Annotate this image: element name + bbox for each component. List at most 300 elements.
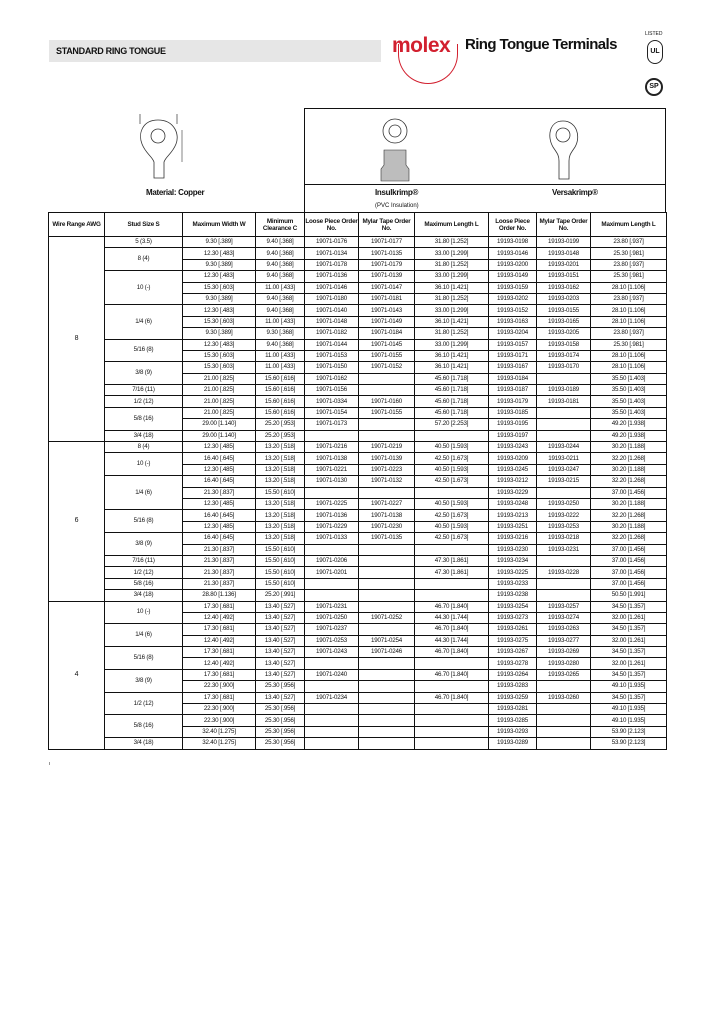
versakrimp-terminal-diagram — [543, 117, 583, 182]
max-width-cell: 32.40 [1.275] — [183, 726, 256, 737]
insulkrimp-mylar-tape-cell — [359, 419, 415, 430]
insulkrimp-max-length-cell: 46.70 [1.840] — [415, 647, 489, 658]
insulkrimp-mylar-tape-cell — [359, 669, 415, 680]
insulkrimp-loose-piece-cell: 19071-0229 — [305, 521, 359, 532]
insulkrimp-loose-piece-cell: 19071-0138 — [305, 453, 359, 464]
table-header-row — [49, 213, 667, 237]
table-row — [49, 567, 667, 578]
insulkrimp-mylar-tape-cell: 19071-0135 — [359, 533, 415, 544]
min-clearance-cell: 13.20 [.518] — [256, 498, 305, 509]
min-clearance-cell: 15.60 [.616] — [256, 385, 305, 396]
max-width-cell: 12.40 [.492] — [183, 658, 256, 669]
versakrimp-max-length-cell: 35.50 [1.403] — [591, 373, 667, 384]
versakrimp-max-length-cell: 53.90 [2.123] — [591, 726, 667, 737]
min-clearance-cell: 25.30 [.956] — [256, 715, 305, 726]
insulkrimp-loose-piece-cell: 19071-0144 — [305, 339, 359, 350]
versakrimp-loose-piece-cell: 19193-0238 — [489, 590, 537, 601]
insulkrimp-loose-piece-cell: 19071-0146 — [305, 282, 359, 293]
min-clearance-cell: 13.40 [.527] — [256, 601, 305, 612]
versakrimp-loose-piece-cell: 19193-0200 — [489, 259, 537, 270]
min-clearance-cell: 13.40 [.527] — [256, 647, 305, 658]
insulkrimp-terminal-diagram — [375, 117, 415, 182]
versakrimp-max-length-cell: 35.50 [1.403] — [591, 385, 667, 396]
wire-range-awg-cell: 4 — [49, 601, 105, 749]
max-width-cell: 21.00 [.825] — [183, 407, 256, 418]
versakrimp-max-length-cell: 23.80 [.937] — [591, 237, 667, 248]
column-header: Mylar Tape Order No. — [359, 213, 415, 237]
versakrimp-max-length-cell: 34.50 [1.357] — [591, 669, 667, 680]
min-clearance-cell: 25.30 [.956] — [256, 681, 305, 692]
insulkrimp-mylar-tape-cell: 19071-0254 — [359, 635, 415, 646]
versakrimp-max-length-cell: 32.20 [1.268] — [591, 510, 667, 521]
insulkrimp-loose-piece-cell: 19071-0133 — [305, 533, 359, 544]
insulkrimp-mylar-tape-cell — [359, 373, 415, 384]
insulkrimp-loose-piece-cell: 19071-0216 — [305, 442, 359, 453]
stud-size-cell: 7/16 (11) — [105, 385, 183, 396]
insulkrimp-max-length-cell — [415, 726, 489, 737]
max-width-cell: 29.00 [1.140] — [183, 430, 256, 441]
insulkrimp-loose-piece-cell: 19071-0234 — [305, 692, 359, 703]
insulkrimp-mylar-tape-cell — [359, 544, 415, 555]
insulkrimp-max-length-cell: 42.50 [1.673] — [415, 453, 489, 464]
max-width-cell: 28.80 [1.136] — [183, 590, 256, 601]
table-row — [49, 453, 667, 464]
insulkrimp-mylar-tape-cell — [359, 567, 415, 578]
versakrimp-mylar-tape-cell — [537, 407, 591, 418]
column-header: Wire Range AWG — [49, 213, 105, 237]
versakrimp-max-length-cell: 28.10 [1.106] — [591, 305, 667, 316]
versakrimp-max-length-cell: 49.20 [1.938] — [591, 430, 667, 441]
insulkrimp-loose-piece-cell: 19071-0180 — [305, 293, 359, 304]
versakrimp-mylar-tape-cell — [537, 590, 591, 601]
versakrimp-loose-piece-cell: 19193-0273 — [489, 612, 537, 623]
insulkrimp-max-length-cell: 42.50 [1.673] — [415, 510, 489, 521]
versakrimp-max-length-cell: 28.10 [1.106] — [591, 350, 667, 361]
versakrimp-max-length-cell: 49.10 [1.935] — [591, 715, 667, 726]
versakrimp-mylar-tape-cell: 19193-0148 — [537, 248, 591, 259]
versakrimp-max-length-cell: 37.00 [1.456] — [591, 487, 667, 498]
versakrimp-mylar-tape-cell — [537, 487, 591, 498]
table-row — [49, 715, 667, 726]
max-width-cell: 22.30 [.900] — [183, 704, 256, 715]
versakrimp-loose-piece-cell: 19193-0254 — [489, 601, 537, 612]
max-width-cell: 17.30 [.681] — [183, 669, 256, 680]
insulkrimp-max-length-cell: 42.50 [1.673] — [415, 476, 489, 487]
versakrimp-mylar-tape-cell: 19193-0222 — [537, 510, 591, 521]
versakrimp-loose-piece-cell: 19193-0152 — [489, 305, 537, 316]
versakrimp-max-length-cell: 25.30 [.981] — [591, 271, 667, 282]
min-clearance-cell: 9.40 [.368] — [256, 271, 305, 282]
versakrimp-max-length-cell: 23.80 [.937] — [591, 328, 667, 339]
insulkrimp-max-length-cell: 45.60 [1.718] — [415, 396, 489, 407]
max-width-cell: 21.30 [.837] — [183, 567, 256, 578]
stud-size-cell: 3/8 (9) — [105, 669, 183, 692]
insulkrimp-loose-piece-cell: 19071-0240 — [305, 669, 359, 680]
insulkrimp-mylar-tape-cell: 19071-0147 — [359, 282, 415, 293]
versakrimp-mylar-tape-cell: 19193-0170 — [537, 362, 591, 373]
insulkrimp-loose-piece-cell — [305, 658, 359, 669]
versakrimp-mylar-tape-cell: 19193-0274 — [537, 612, 591, 623]
insulkrimp-max-length-cell: 31.80 [1.252] — [415, 259, 489, 270]
versakrimp-loose-piece-cell: 19193-0248 — [489, 498, 537, 509]
versakrimp-mylar-tape-cell: 19193-0211 — [537, 453, 591, 464]
versakrimp-max-length-cell: 23.80 [.937] — [591, 293, 667, 304]
versakrimp-mylar-tape-cell: 19193-0205 — [537, 328, 591, 339]
insulkrimp-loose-piece-cell: 19071-0148 — [305, 316, 359, 327]
product-type-panel — [304, 108, 666, 213]
stud-size-cell: 1/2 (12) — [105, 396, 183, 407]
max-width-cell: 12.30 [.483] — [183, 305, 256, 316]
insulkrimp-max-length-cell: 44.30 [1.744] — [415, 612, 489, 623]
insulkrimp-loose-piece-cell — [305, 544, 359, 555]
insulkrimp-mylar-tape-cell — [359, 430, 415, 441]
versakrimp-mylar-tape-cell — [537, 715, 591, 726]
max-width-cell: 16.40 [.645] — [183, 533, 256, 544]
insulkrimp-max-length-cell: 45.60 [1.718] — [415, 373, 489, 384]
insulkrimp-label: Insulkrimp® — [375, 188, 419, 197]
insulkrimp-mylar-tape-cell: 19071-0155 — [359, 407, 415, 418]
versakrimp-loose-piece-cell: 19193-0198 — [489, 237, 537, 248]
versakrimp-mylar-tape-cell: 19193-0244 — [537, 442, 591, 453]
max-width-cell: 21.00 [.825] — [183, 385, 256, 396]
insulkrimp-max-length-cell — [415, 715, 489, 726]
versakrimp-mylar-tape-cell — [537, 419, 591, 430]
versakrimp-mylar-tape-cell: 19193-0158 — [537, 339, 591, 350]
insulkrimp-mylar-tape-cell — [359, 487, 415, 498]
table-row — [49, 647, 667, 658]
min-clearance-cell: 9.40 [.368] — [256, 293, 305, 304]
versakrimp-mylar-tape-cell — [537, 726, 591, 737]
versakrimp-mylar-tape-cell: 19193-0155 — [537, 305, 591, 316]
versakrimp-max-length-cell: 34.50 [1.357] — [591, 624, 667, 635]
insulkrimp-loose-piece-cell — [305, 487, 359, 498]
min-clearance-cell: 13.20 [.518] — [256, 521, 305, 532]
min-clearance-cell: 9.40 [.368] — [256, 248, 305, 259]
insulkrimp-max-length-cell — [415, 658, 489, 669]
copper-ring-terminal-diagram — [130, 112, 190, 182]
min-clearance-cell: 15.60 [.616] — [256, 396, 305, 407]
versakrimp-loose-piece-cell: 19193-0275 — [489, 635, 537, 646]
versakrimp-mylar-tape-cell: 19193-0181 — [537, 396, 591, 407]
max-width-cell: 17.30 [.681] — [183, 692, 256, 703]
versakrimp-loose-piece-cell: 19193-0167 — [489, 362, 537, 373]
insulkrimp-mylar-tape-cell: 19071-0138 — [359, 510, 415, 521]
min-clearance-cell: 25.20 [.991] — [256, 590, 305, 601]
versakrimp-max-length-cell: 30.20 [1.188] — [591, 521, 667, 532]
min-clearance-cell: 25.30 [.956] — [256, 704, 305, 715]
insulkrimp-loose-piece-cell: 19071-0334 — [305, 396, 359, 407]
insulkrimp-loose-piece-cell — [305, 738, 359, 749]
stud-size-cell: 1/2 (12) — [105, 567, 183, 578]
insulkrimp-loose-piece-cell: 19071-0136 — [305, 510, 359, 521]
versakrimp-loose-piece-cell: 19193-0245 — [489, 464, 537, 475]
insulkrimp-max-length-cell: 33.00 [1.299] — [415, 339, 489, 350]
versakrimp-mylar-tape-cell: 19193-0151 — [537, 271, 591, 282]
column-header: Loose Piece Order No. — [305, 213, 359, 237]
table-row — [49, 578, 667, 589]
versakrimp-loose-piece-cell: 19193-0197 — [489, 430, 537, 441]
versakrimp-loose-piece-cell: 19193-0185 — [489, 407, 537, 418]
max-width-cell: 21.30 [.837] — [183, 578, 256, 589]
insulkrimp-mylar-tape-cell — [359, 692, 415, 703]
insulkrimp-mylar-tape-cell — [359, 738, 415, 749]
insulkrimp-loose-piece-cell: 19071-0176 — [305, 237, 359, 248]
column-header: Mylar Tape Order No. — [537, 213, 591, 237]
max-width-cell: 17.30 [.681] — [183, 601, 256, 612]
insulkrimp-max-length-cell: 57.20 [2.253] — [415, 419, 489, 430]
versakrimp-loose-piece-cell: 19193-0278 — [489, 658, 537, 669]
stud-size-cell: 5/8 (16) — [105, 578, 183, 589]
wire-range-group — [49, 442, 667, 601]
wire-range-group — [49, 237, 667, 442]
insulkrimp-mylar-tape-cell: 19071-0155 — [359, 350, 415, 361]
versakrimp-max-length-cell: 32.00 [1.261] — [591, 658, 667, 669]
max-width-cell: 9.30 [.389] — [183, 328, 256, 339]
table-row — [49, 305, 667, 316]
column-header: Stud Size S — [105, 213, 183, 237]
versakrimp-mylar-tape-cell: 19193-0203 — [537, 293, 591, 304]
wire-range-group — [49, 601, 667, 749]
max-width-cell: 12.30 [.483] — [183, 248, 256, 259]
material-label: Material: Copper — [146, 188, 205, 197]
versakrimp-mylar-tape-cell: 19193-0265 — [537, 669, 591, 680]
max-width-cell: 21.00 [.825] — [183, 396, 256, 407]
column-header: Maximum Width W — [183, 213, 256, 237]
min-clearance-cell: 25.30 [.956] — [256, 738, 305, 749]
insulkrimp-mylar-tape-cell — [359, 578, 415, 589]
table-row — [49, 510, 667, 521]
insulkrimp-loose-piece-cell: 19071-0162 — [305, 373, 359, 384]
min-clearance-cell: 13.20 [.518] — [256, 533, 305, 544]
insulkrimp-mylar-tape-cell: 19071-0149 — [359, 316, 415, 327]
stud-size-cell: 1/4 (6) — [105, 476, 183, 510]
versakrimp-loose-piece-cell: 19193-0289 — [489, 738, 537, 749]
max-width-cell: 9.30 [.389] — [183, 237, 256, 248]
csa-certification-icon: SP — [645, 78, 663, 96]
max-width-cell: 12.30 [.485] — [183, 521, 256, 532]
stud-size-cell: 5 (3.5) — [105, 237, 183, 248]
insulkrimp-max-length-cell: 31.80 [1.252] — [415, 328, 489, 339]
versakrimp-loose-piece-cell: 19193-0293 — [489, 726, 537, 737]
insulkrimp-mylar-tape-cell: 19071-0145 — [359, 339, 415, 350]
versakrimp-max-length-cell: 28.10 [1.106] — [591, 362, 667, 373]
insulkrimp-max-length-cell — [415, 487, 489, 498]
min-clearance-cell: 15.50 [.610] — [256, 487, 305, 498]
min-clearance-cell: 13.40 [.527] — [256, 624, 305, 635]
versakrimp-mylar-tape-cell: 19193-0228 — [537, 567, 591, 578]
versakrimp-mylar-tape-cell: 19193-0247 — [537, 464, 591, 475]
versakrimp-loose-piece-cell: 19193-0234 — [489, 555, 537, 566]
insulkrimp-loose-piece-cell: 19071-0206 — [305, 555, 359, 566]
min-clearance-cell: 15.50 [.610] — [256, 578, 305, 589]
versakrimp-label: Versakrimp® — [552, 188, 598, 197]
insulkrimp-max-length-cell: 46.70 [1.840] — [415, 669, 489, 680]
insulkrimp-max-length-cell: 36.10 [1.421] — [415, 350, 489, 361]
max-width-cell: 12.30 [.483] — [183, 271, 256, 282]
insulkrimp-max-length-cell — [415, 704, 489, 715]
stud-size-cell: 5/8 (16) — [105, 715, 183, 738]
versakrimp-loose-piece-cell: 19193-0216 — [489, 533, 537, 544]
versakrimp-max-length-cell: 30.20 [1.188] — [591, 464, 667, 475]
insulkrimp-loose-piece-cell — [305, 430, 359, 441]
versakrimp-max-length-cell: 25.30 [.981] — [591, 248, 667, 259]
insulkrimp-mylar-tape-cell: 19071-0143 — [359, 305, 415, 316]
stud-size-cell: 7/16 (11) — [105, 555, 183, 566]
insulkrimp-max-length-cell — [415, 590, 489, 601]
insulkrimp-loose-piece-cell: 19071-0153 — [305, 350, 359, 361]
versakrimp-max-length-cell: 28.10 [1.106] — [591, 282, 667, 293]
insulkrimp-loose-piece-cell: 19071-0140 — [305, 305, 359, 316]
min-clearance-cell: 13.20 [.518] — [256, 476, 305, 487]
stud-size-cell: 3/4 (18) — [105, 738, 183, 749]
max-width-cell: 15.30 [.603] — [183, 282, 256, 293]
wire-range-awg-cell: 8 — [49, 237, 105, 442]
insulkrimp-sublabel: (PVC Insulation) — [375, 203, 419, 209]
min-clearance-cell: 15.60 [.616] — [256, 373, 305, 384]
min-clearance-cell: 9.40 [.368] — [256, 259, 305, 270]
insulkrimp-mylar-tape-cell — [359, 385, 415, 396]
insulkrimp-max-length-cell: 46.70 [1.840] — [415, 624, 489, 635]
insulkrimp-loose-piece-cell: 19071-0253 — [305, 635, 359, 646]
insulkrimp-mylar-tape-cell — [359, 658, 415, 669]
insulkrimp-max-length-cell: 45.60 [1.718] — [415, 407, 489, 418]
versakrimp-loose-piece-cell: 19193-0281 — [489, 704, 537, 715]
insulkrimp-mylar-tape-cell — [359, 726, 415, 737]
versakrimp-loose-piece-cell: 19193-0251 — [489, 521, 537, 532]
versakrimp-loose-piece-cell: 19193-0229 — [489, 487, 537, 498]
min-clearance-cell: 13.40 [.527] — [256, 635, 305, 646]
versakrimp-loose-piece-cell: 19193-0261 — [489, 624, 537, 635]
versakrimp-loose-piece-cell: 19193-0202 — [489, 293, 537, 304]
versakrimp-max-length-cell: 35.50 [1.403] — [591, 407, 667, 418]
versakrimp-mylar-tape-cell: 19193-0250 — [537, 498, 591, 509]
insulkrimp-loose-piece-cell: 19071-0182 — [305, 328, 359, 339]
min-clearance-cell: 25.30 [.956] — [256, 726, 305, 737]
min-clearance-cell: 9.30 [.368] — [256, 328, 305, 339]
versakrimp-max-length-cell: 34.50 [1.357] — [591, 647, 667, 658]
min-clearance-cell: 11.00 [.433] — [256, 282, 305, 293]
table-row — [49, 533, 667, 544]
stud-size-cell: 8 (4) — [105, 248, 183, 271]
versakrimp-max-length-cell: 34.50 [1.357] — [591, 601, 667, 612]
versakrimp-max-length-cell: 32.00 [1.261] — [591, 635, 667, 646]
max-width-cell: 12.30 [.485] — [183, 498, 256, 509]
max-width-cell: 12.40 [.492] — [183, 635, 256, 646]
versakrimp-max-length-cell: 25.30 [.981] — [591, 339, 667, 350]
versakrimp-mylar-tape-cell: 19193-0199 — [537, 237, 591, 248]
insulkrimp-mylar-tape-cell: 19071-0230 — [359, 521, 415, 532]
versakrimp-max-length-cell: 37.00 [1.456] — [591, 544, 667, 555]
table-row — [49, 362, 667, 373]
versakrimp-loose-piece-cell: 19193-0157 — [489, 339, 537, 350]
insulkrimp-max-length-cell: 31.80 [1.252] — [415, 237, 489, 248]
stud-size-cell: 8 (4) — [105, 442, 183, 453]
max-width-cell: 15.30 [.603] — [183, 316, 256, 327]
versakrimp-loose-piece-cell: 19193-0163 — [489, 316, 537, 327]
insulkrimp-max-length-cell: 44.30 [1.744] — [415, 635, 489, 646]
insulkrimp-max-length-cell — [415, 578, 489, 589]
versakrimp-mylar-tape-cell — [537, 555, 591, 566]
table-row — [49, 430, 667, 441]
stud-size-cell: 10 (-) — [105, 271, 183, 305]
ul-listed-text: LISTED — [645, 31, 663, 37]
min-clearance-cell: 15.50 [.610] — [256, 567, 305, 578]
table-row — [49, 407, 667, 418]
max-width-cell: 21.00 [.825] — [183, 373, 256, 384]
min-clearance-cell: 9.40 [.368] — [256, 339, 305, 350]
insulkrimp-mylar-tape-cell — [359, 715, 415, 726]
table-row — [49, 396, 667, 407]
insulkrimp-loose-piece-cell — [305, 715, 359, 726]
insulkrimp-max-length-cell — [415, 544, 489, 555]
insulkrimp-mylar-tape-cell: 19071-0152 — [359, 362, 415, 373]
max-width-cell: 21.30 [.837] — [183, 544, 256, 555]
insulkrimp-loose-piece-cell: 19071-0134 — [305, 248, 359, 259]
versakrimp-loose-piece-cell: 19193-0285 — [489, 715, 537, 726]
insulkrimp-mylar-tape-cell: 19071-0135 — [359, 248, 415, 259]
insulkrimp-mylar-tape-cell: 19071-0160 — [359, 396, 415, 407]
min-clearance-cell: 9.40 [.368] — [256, 305, 305, 316]
versakrimp-mylar-tape-cell — [537, 738, 591, 749]
versakrimp-loose-piece-cell: 19193-0225 — [489, 567, 537, 578]
insulkrimp-loose-piece-cell: 19071-0225 — [305, 498, 359, 509]
versakrimp-loose-piece-cell: 19193-0209 — [489, 453, 537, 464]
versakrimp-mylar-tape-cell: 19193-0231 — [537, 544, 591, 555]
min-clearance-cell: 13.20 [.518] — [256, 464, 305, 475]
table-row — [49, 385, 667, 396]
table-row — [49, 248, 667, 259]
versakrimp-loose-piece-cell: 19193-0243 — [489, 442, 537, 453]
insulkrimp-max-length-cell: 42.50 [1.673] — [415, 533, 489, 544]
versakrimp-max-length-cell: 49.10 [1.935] — [591, 681, 667, 692]
versakrimp-max-length-cell: 37.00 [1.456] — [591, 555, 667, 566]
versakrimp-mylar-tape-cell: 19193-0218 — [537, 533, 591, 544]
versakrimp-mylar-tape-cell: 19193-0215 — [537, 476, 591, 487]
versakrimp-mylar-tape-cell: 19193-0165 — [537, 316, 591, 327]
insulkrimp-loose-piece-cell — [305, 681, 359, 692]
insulkrimp-max-length-cell: 40.50 [1.593] — [415, 498, 489, 509]
molex-logo: molex — [392, 34, 451, 57]
stud-size-cell: 3/4 (18) — [105, 430, 183, 441]
versakrimp-max-length-cell: 23.80 [.937] — [591, 259, 667, 270]
table-row — [49, 590, 667, 601]
max-width-cell: 16.40 [.645] — [183, 476, 256, 487]
insulkrimp-loose-piece-cell: 19071-0156 — [305, 385, 359, 396]
stud-size-cell: 10 (-) — [105, 453, 183, 476]
insulkrimp-loose-piece-cell: 19071-0173 — [305, 419, 359, 430]
versakrimp-loose-piece-cell: 19193-0179 — [489, 396, 537, 407]
versakrimp-max-length-cell: 49.10 [1.935] — [591, 704, 667, 715]
versakrimp-loose-piece-cell: 19193-0264 — [489, 669, 537, 680]
insulkrimp-max-length-cell: 36.10 [1.421] — [415, 362, 489, 373]
min-clearance-cell: 11.00 [.433] — [256, 316, 305, 327]
stud-size-cell: 3/4 (18) — [105, 590, 183, 601]
versakrimp-loose-piece-cell: 19193-0171 — [489, 350, 537, 361]
versakrimp-mylar-tape-cell — [537, 430, 591, 441]
versakrimp-mylar-tape-cell — [537, 704, 591, 715]
wire-range-awg-cell: 6 — [49, 442, 105, 601]
versakrimp-mylar-tape-cell: 19193-0174 — [537, 350, 591, 361]
table-row — [49, 271, 667, 282]
insulkrimp-max-length-cell: 33.00 [1.299] — [415, 305, 489, 316]
insulkrimp-mylar-tape-cell: 19071-0246 — [359, 647, 415, 658]
table-row — [49, 624, 667, 635]
insulkrimp-loose-piece-cell: 19071-0130 — [305, 476, 359, 487]
insulkrimp-loose-piece-cell: 19071-0231 — [305, 601, 359, 612]
insulkrimp-mylar-tape-cell — [359, 601, 415, 612]
versakrimp-loose-piece-cell: 19193-0233 — [489, 578, 537, 589]
insulkrimp-max-length-cell — [415, 681, 489, 692]
